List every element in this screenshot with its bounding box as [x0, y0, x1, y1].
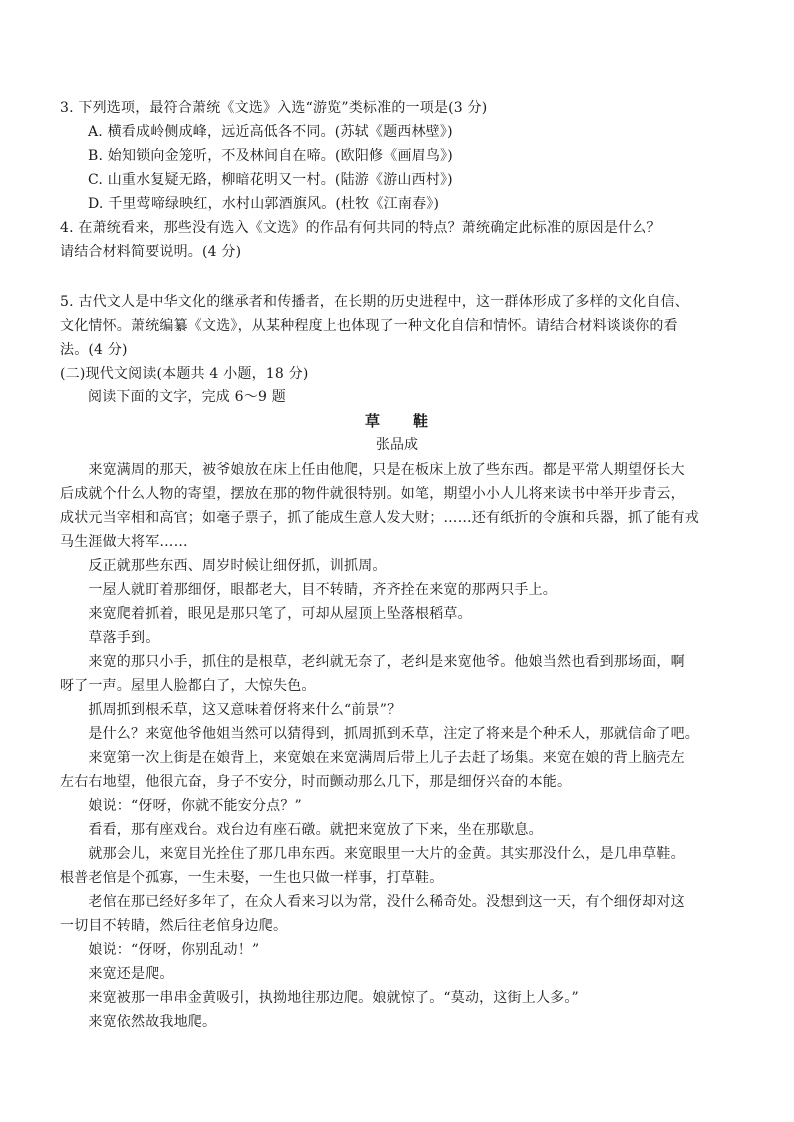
story-line: 看看，那有座戏台。戏台边有座石礅。就把来宽放了下来，坐在那歇息。: [60, 822, 543, 838]
story-line: 成状元当宰相和高官；如毫子票子，抓了能成生意人发大财；……还有纸折的令旗和兵器，抓了能有戎: [60, 510, 699, 526]
story-line: 娘说：“伢呀，你就不能安分点？”: [60, 798, 302, 814]
question-3-option-c: C. 山重水复疑无路，柳暗花明又一村。(陆游《游山西村》): [88, 172, 453, 188]
story-line: 来宽第一次上街是在娘背上，来宽娘在来宽满周后带上儿子去赶了场集。来宽在娘的背上脑壳左: [60, 750, 685, 766]
story-line: 根普老倌是个孤寡，一生未娶，一生也只做一样事，打草鞋。: [60, 870, 444, 886]
question-4-line-2: 请结合材料简要说明。(4 分): [60, 244, 242, 260]
story-line: 一切目不转睛，然后往老倌身边爬。: [60, 918, 288, 934]
section-2-heading: (二)现代文阅读(本题共 4 小题，18 分): [60, 366, 309, 382]
story-line: 马生涯做大将军……: [60, 534, 188, 550]
question-5-line-1: 5. 古代文人是中华文化的继承者和传播者，在长期的历史进程中，这一群体形成了多样的文化自信、: [60, 294, 690, 310]
story-line: 抓周抓到根禾草，这又意味着伢将来什么“前景”？: [60, 702, 402, 718]
story-line: 来宽依然故我地爬。: [60, 1014, 217, 1030]
question-5-line-2: 文化情怀。萧统编纂《文选》，从某种程度上也体现了一种文化自信和情怀。请结合材料谈谈你的看: [60, 318, 678, 334]
story-line: 来宽满周的那天，被爷娘放在床上任由他爬，只是在板床上放了些东西。都是平常人期望伢长大: [60, 462, 685, 478]
question-3-stem: 3. 下列选项，最符合萧统《文选》入选“游览”类标准的一项是(3 分): [60, 100, 488, 116]
story-line: 就那会儿，来宽目光拴住了那几串东西。来宽眼里一大片的金黄。其实那没什么，是几串草鞋。: [60, 846, 685, 862]
story-line: 是什么？来宽他爷他姐当然可以猜得到，抓周抓到禾草，注定了将来是个种禾人，那就信命了吧。: [60, 726, 699, 742]
story-line: 呀了一声。屋里人脸都白了，大惊失色。: [60, 678, 316, 694]
section-2-instruction: 阅读下面的文字，完成 6～9 题: [88, 389, 286, 405]
story-line: 来宽还是爬。: [60, 966, 174, 982]
story-title: 草 鞋: [364, 412, 429, 430]
story-line: 草落手到。: [60, 630, 160, 646]
story-line: 反正就那些东西、周岁时候让细伢抓，训抓周。: [60, 558, 387, 574]
story-line: 来宽被那一串串金黄吸引，执拗地往那边爬。娘就惊了。“莫动，这街上人多。”: [60, 990, 579, 1006]
question-5-line-3: 法。(4 分): [60, 342, 128, 358]
story-line: 来宽爬着抓着，眼见是那只笔了，可却从屋顶上坠落根稻草。: [60, 606, 472, 622]
story-line: 来宽的那只小手，抓住的是根草，老纠就无奈了，老纠是来宽他爷。他娘当然也看到那场面，啊: [60, 654, 685, 670]
question-3-option-d: D. 千里莺啼绿映红，水村山郭酒旗风。(杜牧《江南春》): [88, 196, 440, 212]
story-line: 后成就个什么人物的寄望，摆放在那的物件就很特别。如笔，期望小小人儿将来读书中举开步青云，: [60, 486, 685, 502]
story-line: 左右右地望，他很亢奋，身子不安分，时而颤动那么几下，那是细伢兴奋的本能。: [60, 774, 572, 790]
question-3-option-b: B. 始知锁向金笼听，不及林间自在啼。(欧阳修《画眉鸟》): [88, 148, 453, 164]
story-line: 老倌在那已经好多年了，在众人看来习以为常，没什么稀奇处。没想到这一天，有个细伢却对这: [60, 894, 685, 910]
story-line: 娘说：“伢呀，你别乱动！”: [60, 942, 260, 958]
question-4-line-1: 4. 在萧统看来，那些没有选入《文选》的作品有何共同的特点？萧统确定此标准的原因是什么？: [60, 220, 661, 236]
story-line: 一屋人就盯着那细伢，眼都老大，目不转睛，齐齐拴在来宽的那两只手上。: [60, 582, 557, 598]
story-author: 张品成: [376, 437, 418, 453]
question-3-option-a: A. 横看成岭侧成峰，远近高低各不同。(苏轼《题西林壁》): [88, 124, 453, 140]
